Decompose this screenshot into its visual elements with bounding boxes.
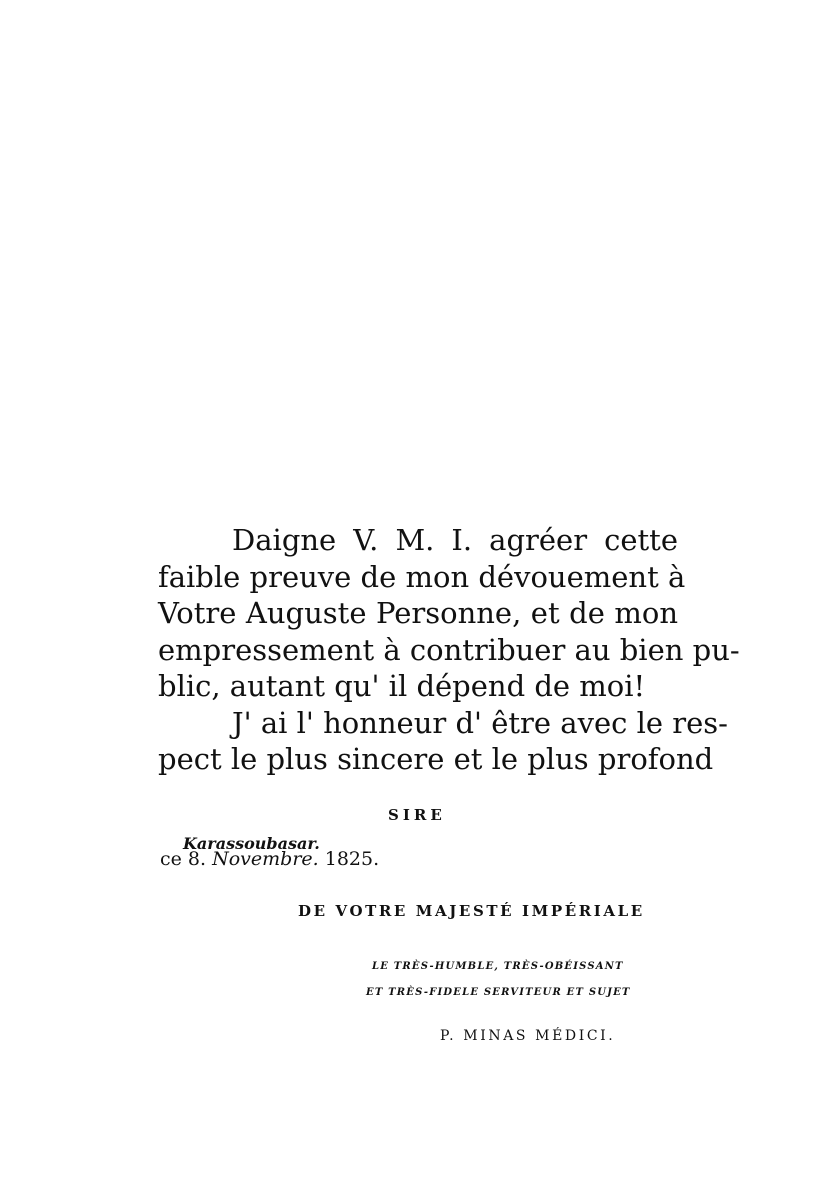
body-line-3: Votre Auguste Personne, et de mon	[158, 596, 678, 630]
body-line-7: pect le plus sincere et le plus profond	[158, 742, 714, 776]
body-line-6: J' ai l' honneur d' être avec le res-	[232, 705, 728, 740]
body-line-1: Daigne V. M. I. agréer cette	[232, 523, 678, 557]
dedication-paragraph	[158, 522, 740, 778]
signature: P. MINAS MÉDICI.	[440, 1028, 616, 1044]
humble-servant-line: LE TRÈS-HUMBLE, TRÈS-OBÉISSANT	[372, 961, 624, 972]
date-line	[160, 848, 379, 870]
date-month: Novembre.	[212, 848, 319, 870]
date-prefix: ce 8.	[160, 848, 207, 870]
body-line-4: empressement à contribuer au bien pu-	[158, 632, 740, 667]
place-name: Karassoubasar.	[183, 834, 320, 853]
salutation: SIRE	[388, 806, 446, 824]
body-line-5: blic, autant qu' il dépend de moi!	[158, 669, 646, 703]
faithful-subject-line: ET TRÈS-FIDELE SERVITEUR ET SUJET	[366, 987, 631, 998]
body-line-2: faible preuve de mon dévouement à	[158, 559, 686, 594]
date-year: 1825.	[324, 848, 380, 870]
majesty-line: DE VOTRE MAJESTÉ IMPÉRIALE	[298, 902, 645, 920]
